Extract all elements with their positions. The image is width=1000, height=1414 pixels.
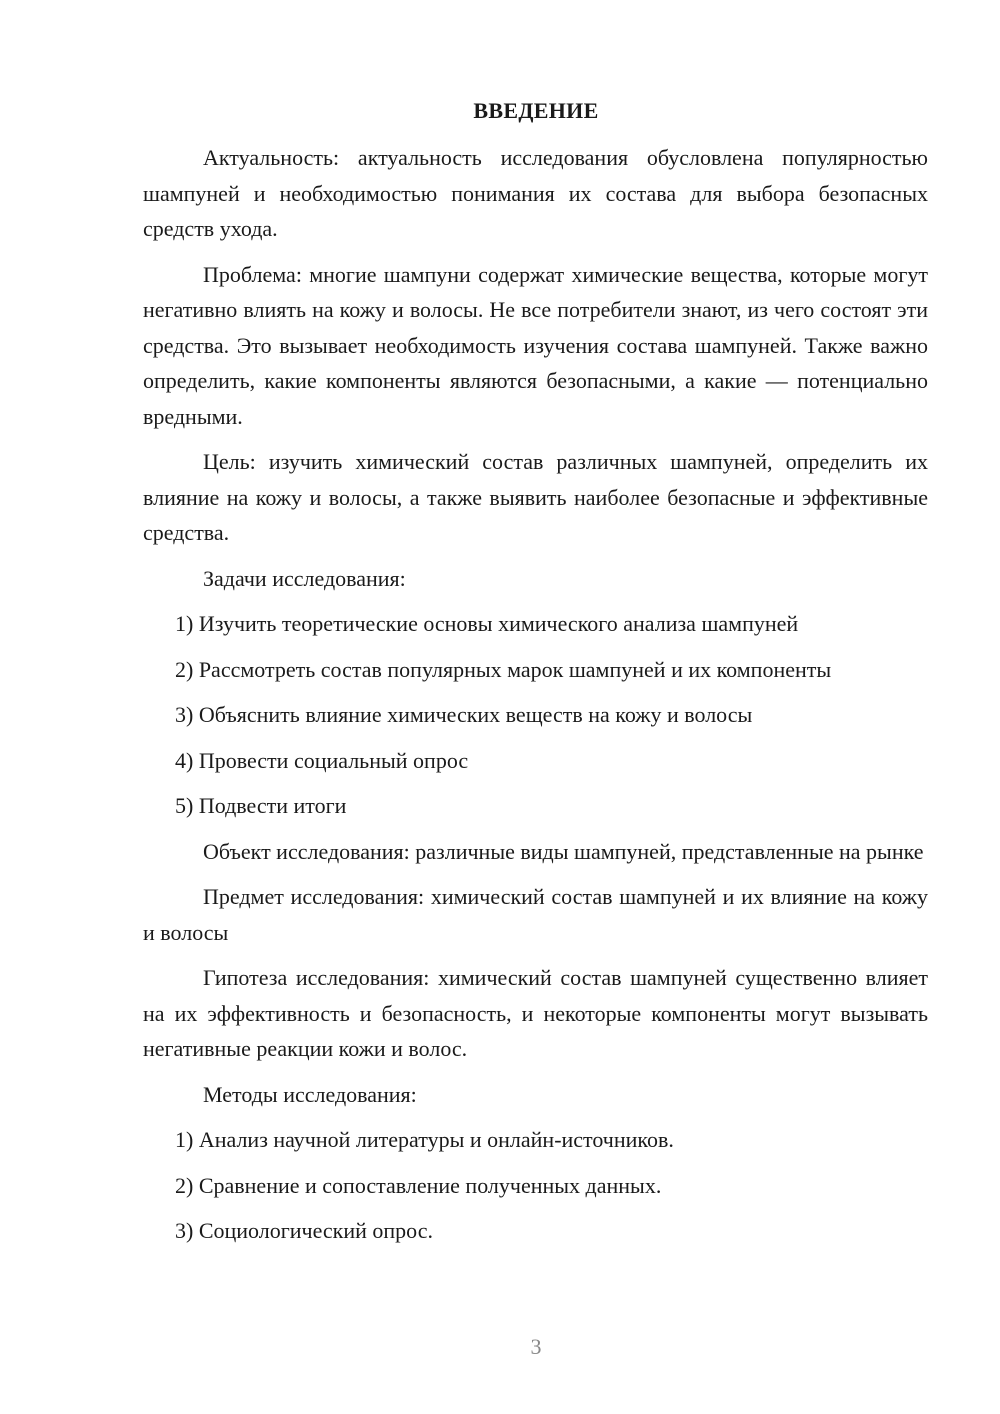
subject-paragraph: Предмет исследования: химический состав шампуней и их влияние на кожу и волосы <box>143 884 928 945</box>
methods-heading: Методы исследования: <box>203 1081 417 1107</box>
list-item: 1) Изучить теоретические основы химического анализа шампуней <box>175 611 799 636</box>
relevance-paragraph: Актуальность: актуальность исследования обусловлена популярностью шампуней и необходимостью понимания их состава для выбора безопасных средств ухода. <box>143 145 928 241</box>
list-item: 2) Сравнение и сопоставление полученных данных. <box>175 1172 662 1198</box>
tasks-heading: Задачи исследования: <box>203 565 406 591</box>
object-paragraph: Объект исследования: различные виды шампуней, представленные на рынке <box>203 838 924 864</box>
hypothesis-paragraph: Гипотеза исследования: химический состав шампуней существенно влияет на их эффективность и безопасность, и некоторые компоненты могут вызывать негативные реакции кожи и волос. <box>143 965 928 1061</box>
list-item: 1) Анализ научной литературы и онлайн-источников. <box>175 1127 674 1152</box>
problem-paragraph: Проблема: многие шампуни содержат химические вещества, которые могут негативно влиять на кожу и волосы. Не все потребители знают, из чего состоят эти средства. Это вызывает необходимость изучения состава шампуней. Также важно определить, какие компоненты являются безопасными, а какие — потенциально вредными. <box>143 261 928 429</box>
list-item: 3) Объяснить влияние химических веществ на кожу и волосы <box>175 702 753 727</box>
methods-list <box>143 1122 928 1249</box>
page-number: 3 <box>530 1334 542 1359</box>
tasks-list <box>143 606 928 824</box>
goal-paragraph: Цель: изучить химический состав различных шампуней, определить их влияние на кожу и волосы, а также выявить наиболее безопасные и эффективные средства. <box>143 449 928 545</box>
document-body <box>143 140 928 1259</box>
list-item: 4) Провести социальный опрос <box>175 747 469 773</box>
page-title: ВВЕДЕНИЕ <box>473 98 599 123</box>
list-item: 2) Рассмотреть состав популярных марок шампуней и их компоненты <box>175 656 832 682</box>
list-item: 5) Подвести итоги <box>175 793 347 818</box>
list-item: 3) Социологический опрос. <box>175 1218 433 1243</box>
